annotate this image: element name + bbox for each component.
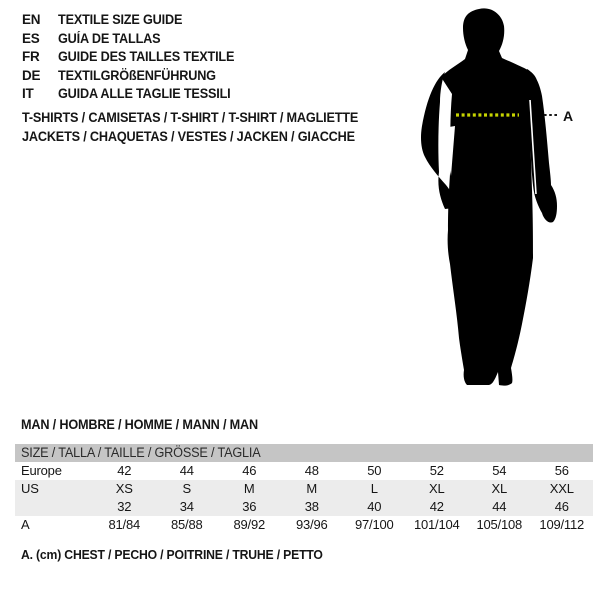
language-code: DE bbox=[22, 67, 41, 83]
size-value: 54 bbox=[492, 463, 507, 478]
size-value: 34 bbox=[179, 499, 194, 514]
man-silhouette-figure bbox=[415, 2, 580, 394]
table-row-us-numeric bbox=[15, 498, 593, 516]
man-silhouette-svg bbox=[415, 2, 580, 394]
language-code: ES bbox=[22, 30, 40, 46]
language-row bbox=[22, 67, 246, 86]
size-value: 38 bbox=[304, 499, 319, 514]
size-value: XS bbox=[115, 481, 133, 496]
size-value: 36 bbox=[242, 499, 257, 514]
language-row bbox=[22, 48, 246, 67]
language-code: IT bbox=[22, 86, 34, 101]
category-lines bbox=[22, 109, 380, 146]
size-value: 42 bbox=[117, 463, 132, 478]
size-value: 85/88 bbox=[170, 517, 203, 532]
language-list bbox=[22, 11, 246, 104]
silhouette-body bbox=[441, 8, 537, 385]
language-code: FR bbox=[22, 49, 40, 64]
size-value: 97/100 bbox=[354, 517, 394, 532]
category-tshirts: T-SHIRTS / CAMISETAS / T-SHIRT / T-SHIRT / MAGLIETTE bbox=[22, 110, 359, 125]
row-label: Europe bbox=[21, 463, 62, 478]
size-value: 42 bbox=[429, 499, 444, 514]
row-label: A bbox=[21, 517, 30, 532]
table-row-chest-cm bbox=[15, 516, 593, 534]
size-value: 109/112 bbox=[539, 517, 585, 532]
size-value: M bbox=[306, 481, 318, 496]
row-label: US bbox=[21, 481, 39, 496]
size-value: L bbox=[370, 481, 378, 496]
size-table-header: SIZE / TALLA / TAILLE / GRÖSSE / TAGLIA bbox=[15, 444, 593, 462]
size-table bbox=[15, 444, 593, 534]
size-value: M bbox=[243, 481, 255, 496]
size-value: 56 bbox=[554, 463, 569, 478]
size-value: 46 bbox=[242, 463, 257, 478]
size-value: 50 bbox=[367, 463, 382, 478]
language-row bbox=[22, 11, 246, 30]
size-value: 44 bbox=[179, 463, 194, 478]
language-label: TEXTILE SIZE GUIDE bbox=[58, 12, 183, 27]
size-value: XL bbox=[491, 481, 507, 496]
size-value: S bbox=[182, 481, 191, 496]
size-value: 93/96 bbox=[295, 517, 328, 532]
measurement-footnote: A. (cm) CHEST / PECHO / POITRINE / TRUHE / PETTO bbox=[21, 547, 323, 562]
size-value: XL bbox=[428, 481, 445, 496]
size-value: 89/92 bbox=[233, 517, 266, 532]
size-value: 48 bbox=[304, 463, 319, 478]
table-row-us bbox=[15, 480, 593, 498]
language-label: GUÍA DE TALLAS bbox=[58, 30, 161, 46]
row-label bbox=[15, 498, 93, 516]
size-value: 40 bbox=[367, 499, 382, 514]
size-value: 52 bbox=[429, 463, 444, 478]
size-value: 81/84 bbox=[108, 517, 141, 532]
size-value: 32 bbox=[117, 499, 132, 514]
language-row bbox=[22, 85, 246, 104]
category-jackets: JACKETS / CHAQUETAS / VESTES / JACKEN / GIACCHE bbox=[22, 128, 355, 144]
size-value: 105/108 bbox=[476, 517, 523, 532]
size-value: 46 bbox=[554, 499, 569, 514]
language-code: EN bbox=[22, 12, 41, 27]
language-label: GUIDA ALLE TAGLIE TESSILI bbox=[58, 86, 231, 101]
language-label: GUIDE DES TAILLES TEXTILE bbox=[58, 49, 235, 64]
size-value: 44 bbox=[492, 499, 507, 514]
measure-label-a: A bbox=[563, 108, 574, 124]
size-value: XXL bbox=[549, 481, 574, 496]
language-label: TEXTILGRÖßENFÜHRUNG bbox=[58, 67, 216, 83]
size-value: 101/104 bbox=[413, 517, 460, 532]
language-row bbox=[22, 30, 246, 49]
table-row-europe bbox=[15, 462, 593, 480]
section-title-man: MAN / HOMBRE / HOMME / MANN / MAN bbox=[21, 417, 259, 432]
